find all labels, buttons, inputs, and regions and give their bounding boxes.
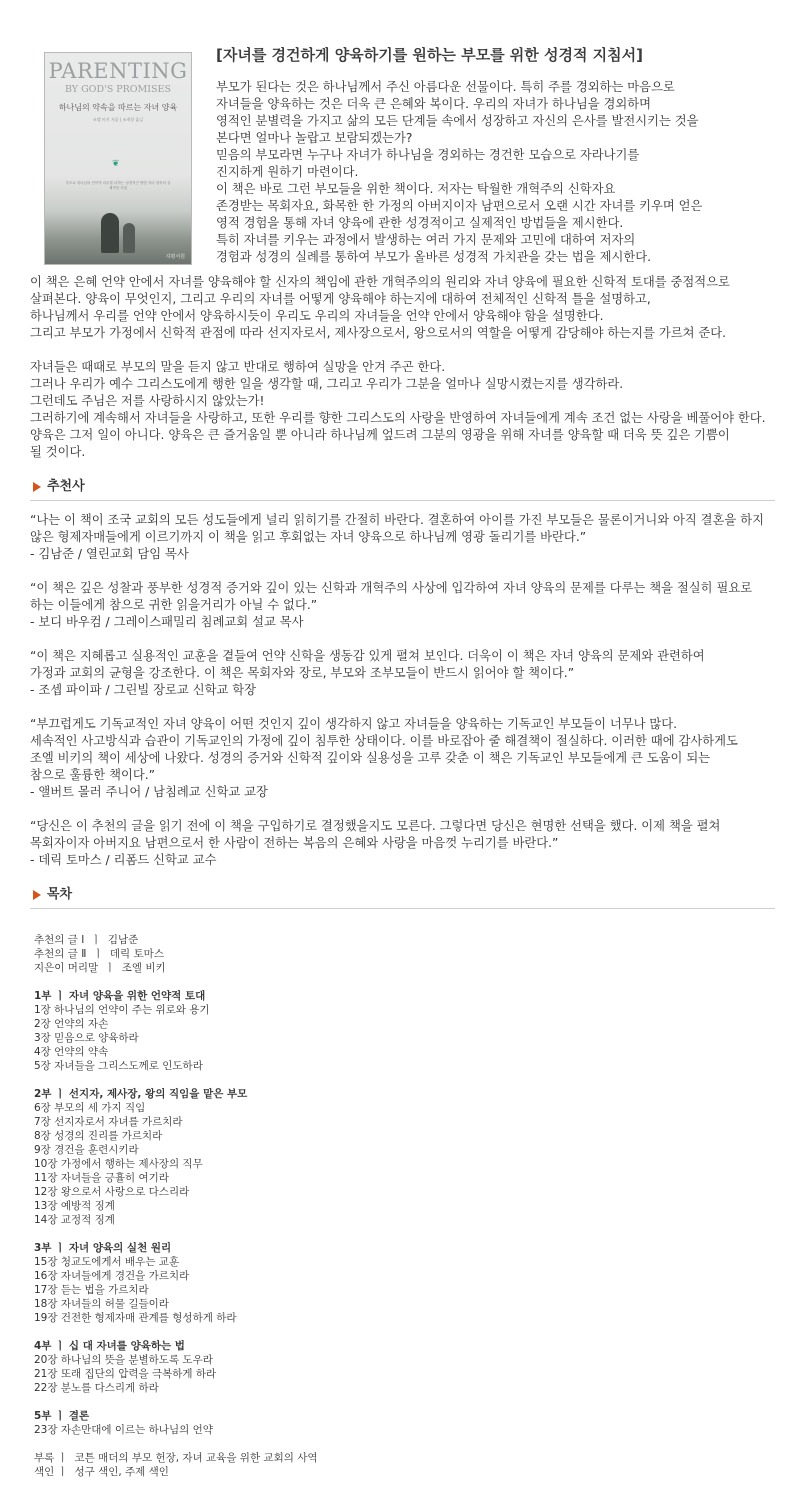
recommendations-heading-label: 추천사 <box>47 479 85 494</box>
toc-item: 1장 하나님의 언약이 주는 위로와 용기 <box>34 1004 210 1016</box>
triangle-right-icon <box>33 482 41 492</box>
toc-group <box>34 1409 775 1437</box>
cover-subtitle: BY GOD'S PROMISES <box>64 84 171 95</box>
toc-item: 8장 성경의 진리를 가르치라 <box>34 1130 163 1142</box>
recommendation-quote: “이 책은 지혜롭고 실용적인 교훈을 곁들여 언약 신학을 생동감 있게 펼쳐 보인다. 더욱이 이 책은 자녀 양육의 문제와 관련하여 가정과 교회의 균형을 강조한다. 이 책은 목회자와 장로, 부모와 조부모들이 반드시 읽어야 할 책이다.” - 조셉 파이파 / 그린빌 장로교 신학교 학장 <box>30 649 705 697</box>
toc-item: 23장 자손만대에 이르는 하나님의 언약 <box>34 1424 213 1436</box>
recommendation-quote: “당신은 이 추천의 글을 읽기 전에 이 책을 구입하기로 결정했을지도 모른다. 그렇다면 당신은 현명한 선택을 했다. 이제 책을 펼쳐 목회자이자 아버지요 남편으로서 한 사람이 전하는 복음의 은혜와 사랑을 마음껏 누리기를 바란다.” - 데릭 토마스 / 리폼드 신학교 교수 <box>30 819 721 867</box>
cover-publisher: 지평서원 <box>165 254 185 260</box>
toc-item: 18장 자녀들의 허물 길들이라 <box>34 1298 169 1310</box>
table-of-contents <box>34 933 775 1479</box>
recommendation-quote: “나는 이 책이 조국 교회의 모든 성도들에게 널리 읽히기를 간절히 바란다. 결혼하여 아이를 가진 부모들은 물론이거니와 아직 결혼을 하지 않은 형제자매들에게 이르기까지 이 책을 읽고 후회없는 자녀 양육으로 하나님께 영광 돌리기를 바란다.” - 김남준 / 열린교회 담임 목사 <box>30 513 764 561</box>
toc-item: 20장 하나님의 뜻을 분별하도록 도우라 <box>34 1354 213 1366</box>
description-paragraph: 이 책은 은혜 언약 안에서 자녀를 양육해야 할 신자의 책임에 관한 개혁주의의 원리와 자녀 양육에 필요한 신학적 토대를 중점적으로 살펴본다. 양육이 무엇인지, 그리고 우리의 자녀를 어떻게 양육해야 하는지에 대하여 전체적인 신학적 틀을 설명하고, 하나님께서 우리를 언약 안에서 양육하시듯이 우리도 우리의 자녀들을 언약 안에서 양육해야 함을 설명한다. 그리고 부모가 가정에서 신학적 관점에 따라 선지자로서, 제사장으로서, 왕으로서의 역할을 어떻게 감당해야 하는지를 가르쳐 준다. <box>30 275 730 340</box>
father-figure <box>101 213 119 253</box>
cover-title: PARENTING <box>48 59 188 83</box>
toc-item: 색인 ㅣ 성구 색인, 주제 색인 <box>34 1466 169 1478</box>
toc-item: 11장 자녀들을 긍휼히 여기라 <box>34 1172 169 1184</box>
toc-item: 19장 건전한 형제자매 관계를 형성하게 하라 <box>34 1312 237 1324</box>
toc-part-title: 5부 ㅣ 결론 <box>34 1410 90 1422</box>
toc-item: 10장 가정에서 행하는 제사장의 직무 <box>34 1158 203 1170</box>
book-cover-image <box>44 52 192 265</box>
toc-group <box>34 1241 775 1325</box>
toc-item: 9장 경건을 훈련시키라 <box>34 1144 139 1156</box>
toc-item: 3장 믿음으로 양육하라 <box>34 1032 139 1044</box>
toc-item: 7장 선지자로서 자녀를 가르치라 <box>34 1116 183 1128</box>
toc-item: 2장 언약의 자손 <box>34 1018 109 1030</box>
cover-blurb: 부모로 하나님의 언약적 의무를 다하는 성경적인 방법 자녀 양육의 실제적인 지침 <box>65 181 171 190</box>
intro-text: 부모가 된다는 것은 하나님께서 주신 아름다운 선물이다. 특히 주를 경외하는 마음으로 자녀들을 양육하는 것은 더욱 큰 은혜와 복이다. 우리의 자녀가 하나님을 경외하며 영적인 분별력을 가지고 삶의 모든 단계들 속에서 성장하고 자신의 은사를 발전시키는 것을 본다면 얼마나 놀랍고 보람되겠는가? 믿음의 부모라면 누구나 자녀가 하나님을 경외하는 경건한 모습으로 자라나기를 진지하게 원하기 마련이다. 이 책은 바로 그런 부모들을 위한 책이다. 저자는 탁월한 개혁주의 신학자요 존경받는 목회자요, 화목한 한 가정의 아버지이자 남편으로서 오랜 시간 자녀를 키우며 얻은 영적 경험을 통해 자녀 양육에 관한 성경적이고 실제적인 방법들을 제시한다. 특히 자녀를 키우는 과정에서 발생하는 여러 가지 문제와 고민에 대하여 저자의 경험과 성경의 실례를 통하여 부모가 올바른 성경적 가치관을 갖는 법을 제시한다. <box>216 80 703 264</box>
cover-author-line: 조엘 비키 지음 | 조계광 옮김 <box>92 117 144 122</box>
toc-item: 지은이 머리말 ㅣ 조엘 비키 <box>34 962 166 974</box>
toc-part-title: 1부 ㅣ 자녀 양육을 위한 언약적 토대 <box>34 990 206 1002</box>
toc-item: 22장 분노를 다스리게 하라 <box>34 1382 159 1394</box>
toc-part-title: 4부 ㅣ 십 대 자녀를 양육하는 법 <box>34 1340 185 1352</box>
recommendations-heading <box>30 478 775 501</box>
toc-group <box>34 933 775 975</box>
toc-item: 5장 자녀들을 그리스도께로 인도하라 <box>34 1060 203 1072</box>
toc-item: 4장 언약의 약속 <box>34 1046 109 1058</box>
recommendation-quote: “이 책은 깊은 성찰과 풍부한 성경적 증거와 깊이 있는 신학과 개혁주의 사상에 입각하여 자녀 양육의 문제를 다루는 책을 절실히 필요로 하는 이들에게 참으로 귀한 읽을거리가 아닐 수 없다.” - 보디 바우컴 / 그레이스패밀리 침례교회 설교 목사 <box>30 581 753 629</box>
toc-item: 14장 교정적 징계 <box>34 1214 115 1226</box>
toc-item: 12장 왕으로서 사랑으로 다스리라 <box>34 1186 190 1198</box>
intro-title: [자녀를 경건하게 양육하기를 원하는 부모를 위한 성경적 지침서] <box>216 46 644 64</box>
toc-item: 추천의 글 Ⅰ ㅣ 김남준 <box>34 934 139 946</box>
triangle-right-icon <box>33 890 41 900</box>
recommendations-list <box>30 512 775 869</box>
leaf-icon: ❦ <box>112 159 120 169</box>
toc-part-title: 3부 ㅣ 자녀 양육의 실천 원리 <box>34 1242 172 1254</box>
recommendation-quote: “부끄럽게도 기독교적인 자녀 양육이 어떤 것인지 깊이 생각하지 않고 자녀들을 양육하는 기독교인 부모들이 너무나 많다. 세속적인 사고방식과 습관이 기독교인의 가정에 깊이 침투한 상태이다. 이를 바로잡아 줄 해결책이 절실하다. 이러한 때에 감사하게도 조엘 비키의 책이 세상에 나왔다. 성경의 증거와 신학적 깊이와 실용성을 고루 갖춘 이 책은 기독교인 부모들에게 큰 도움이 되는 참으로 훌륭한 책이다.” - 앨버트 몰러 주니어 / 남침례교 신학교 교장 <box>30 717 738 799</box>
toc-item: 13장 예방적 징계 <box>34 1200 115 1212</box>
toc-item: 부록 ㅣ 코튼 매더의 부모 헌장, 자녀 교육을 위한 교회의 사역 <box>34 1452 318 1464</box>
toc-group <box>34 1451 775 1479</box>
cover-korean-title: 하나님의 약속을 따르는 자녀 양육 <box>58 103 178 112</box>
toc-group <box>34 1339 775 1395</box>
toc-item: 21장 또래 집단의 압력을 극복하게 하라 <box>34 1368 217 1380</box>
toc-group <box>34 989 775 1073</box>
toc-heading <box>30 886 775 909</box>
toc-item: 16장 자녀들에게 경건을 가르치라 <box>34 1270 190 1282</box>
child-figure <box>123 223 135 253</box>
toc-part-title: 2부 ㅣ 선지자, 제사장, 왕의 직임을 맡은 부모 <box>34 1088 248 1100</box>
toc-item: 추천의 글 Ⅱ ㅣ 데릭 토마스 <box>34 948 164 960</box>
toc-heading-label: 목차 <box>47 887 73 902</box>
description-paragraph: 자녀들은 때때로 부모의 말을 듣지 않고 반대로 행하여 실망을 안겨 주곤 한다. 그러나 우리가 예수 그리스도에게 행한 일을 생각할 때, 그리고 우리가 그분을 얼마나 실망시켰는지를 생각하라. 그런데도 주님은 저를 사랑하시지 않았는가! 그러하기에 계속해서 자녀들을 사랑하고, 또한 우리를 향한 그리스도의 사랑을 반영하여 자녀들에게 계속 조건 없는 사랑을 베풀어야 한다. 양육은 그저 일이 아니다. 양육은 큰 즐거움일 뿐 아니라 하나님께 엎드려 그분의 영광을 위해 자녀를 양육할 때 더욱 뜻 깊은 기쁨이 될 것이다. <box>30 360 766 459</box>
toc-item: 17장 듣는 법을 가르치라 <box>34 1284 149 1296</box>
toc-item: 15장 청교도에게서 배우는 교훈 <box>34 1256 180 1268</box>
toc-group <box>34 1087 775 1227</box>
toc-item: 6장 부모의 세 가지 직임 <box>34 1102 146 1114</box>
description-body <box>30 274 775 1493</box>
